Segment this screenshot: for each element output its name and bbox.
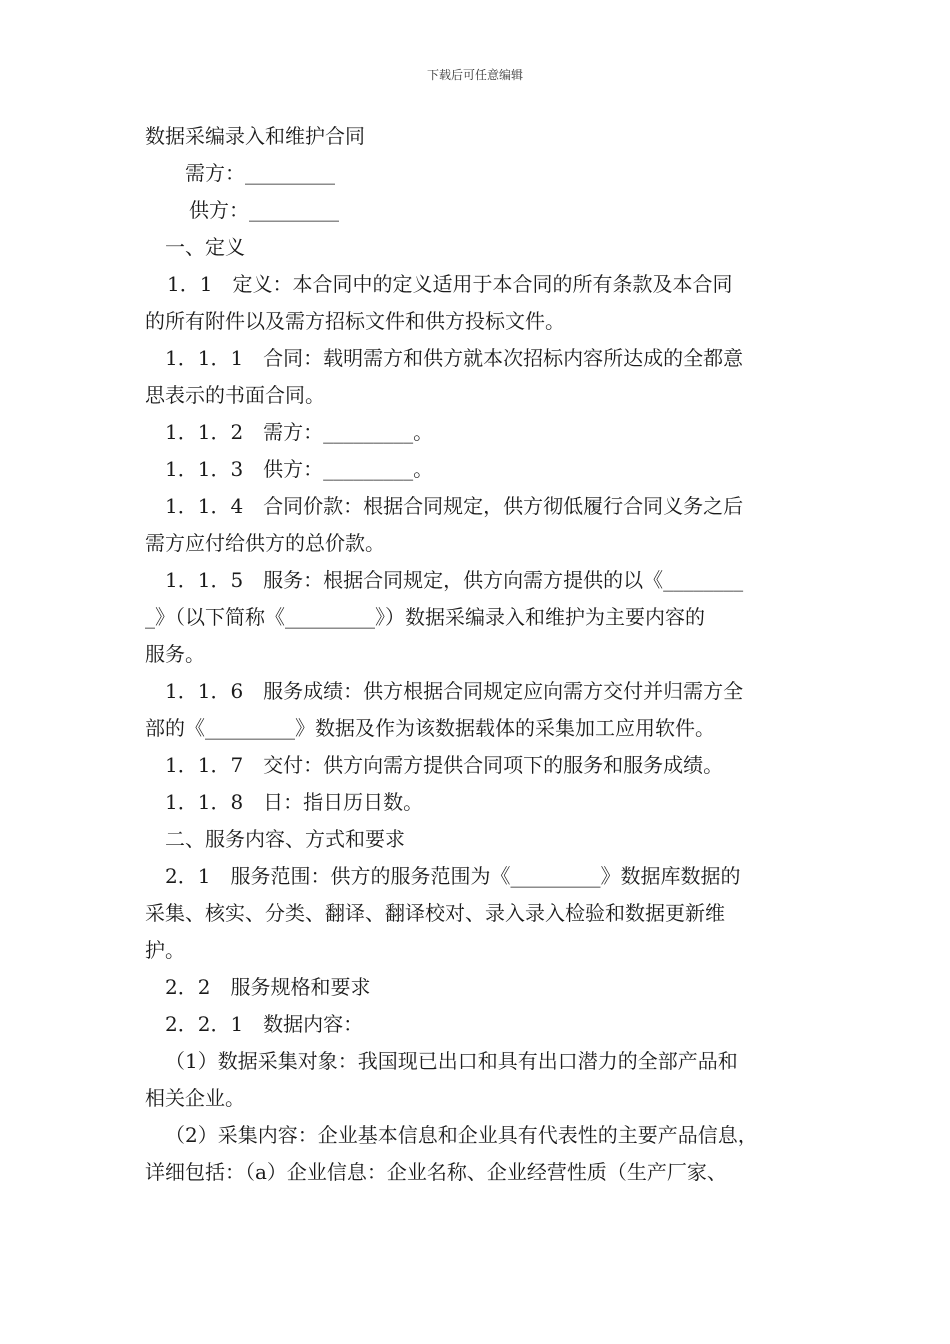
- text-line: _》（以下简称《_________》）数据采编录入和维护为主要内容的: [145, 605, 705, 629]
- text-line: 1．1 定义：本合同中的定义适用于本合同的所有条款及本合同: [167, 272, 733, 296]
- text-line: 2．2 服务规格和要求: [165, 975, 371, 999]
- text-line: 1．1．1 合同：载明需方和供方就本次招标内容所达成的全都意: [165, 346, 744, 370]
- text-line: 1．1．4 合同价款：根据合同规定，供方彻低履行合同义务之后: [165, 494, 744, 518]
- contract-title: 数据采编录入和维护合同: [145, 124, 365, 148]
- buyer-line: 需方：_________: [185, 161, 335, 185]
- text-line: 的所有附件以及需方招标文件和供方投标文件。: [145, 309, 565, 333]
- header-note: 下载后可任意编辑: [426, 68, 523, 82]
- text-line: 思表示的书面合同。: [145, 383, 325, 407]
- text-line: 服务。: [145, 642, 205, 666]
- text-line: 护。: [145, 938, 185, 962]
- text-line: 1．1．6 服务成绩：供方根据合同规定应向需方交付并归需方全: [165, 679, 744, 703]
- text-line: 部的《_________》数据及作为该数据载体的采集加工应用软件。: [145, 716, 715, 740]
- section-heading-definitions: 一、定义: [165, 235, 245, 259]
- contract-body: [145, 118, 809, 1191]
- text-line: 2．1 服务范围：供方的服务范围为《_________》数据库数据的: [165, 864, 741, 888]
- text-line: 相关企业。: [145, 1086, 245, 1110]
- text-line: 1．1．5 服务：根据合同规定，供方向需方提供的以《________: [165, 568, 744, 592]
- section-heading-services: 二、服务内容、方式和要求: [165, 827, 405, 851]
- text-line: （1）数据采集对象：我国现已出口和具有出口潜力的全部产品和: [165, 1049, 738, 1073]
- text-line: 1．1．2 需方：_________。: [165, 420, 434, 444]
- text-line: （2）采集内容：企业基本信息和企业具有代表性的主要产品信息，: [165, 1123, 758, 1147]
- supplier-line: 供方：_________: [189, 198, 339, 222]
- text-line: 1．1．3 供方：_________。: [165, 457, 434, 481]
- text-line: 采集、核实、分类、翻译、翻译校对、录入录入检验和数据更新维: [145, 901, 725, 925]
- text-line: 2．2．1 数据内容：: [165, 1012, 364, 1036]
- text-line: 1．1．7 交付：供方向需方提供合同项下的服务和服务成绩。: [165, 753, 724, 777]
- text-line: 1．1．8 日：指日历日数。: [165, 790, 424, 814]
- text-line: 详细包括：（a）企业信息：企业名称、企业经营性质（生产厂家、: [145, 1160, 727, 1184]
- text-line: 需方应付给供方的总价款。: [145, 531, 385, 555]
